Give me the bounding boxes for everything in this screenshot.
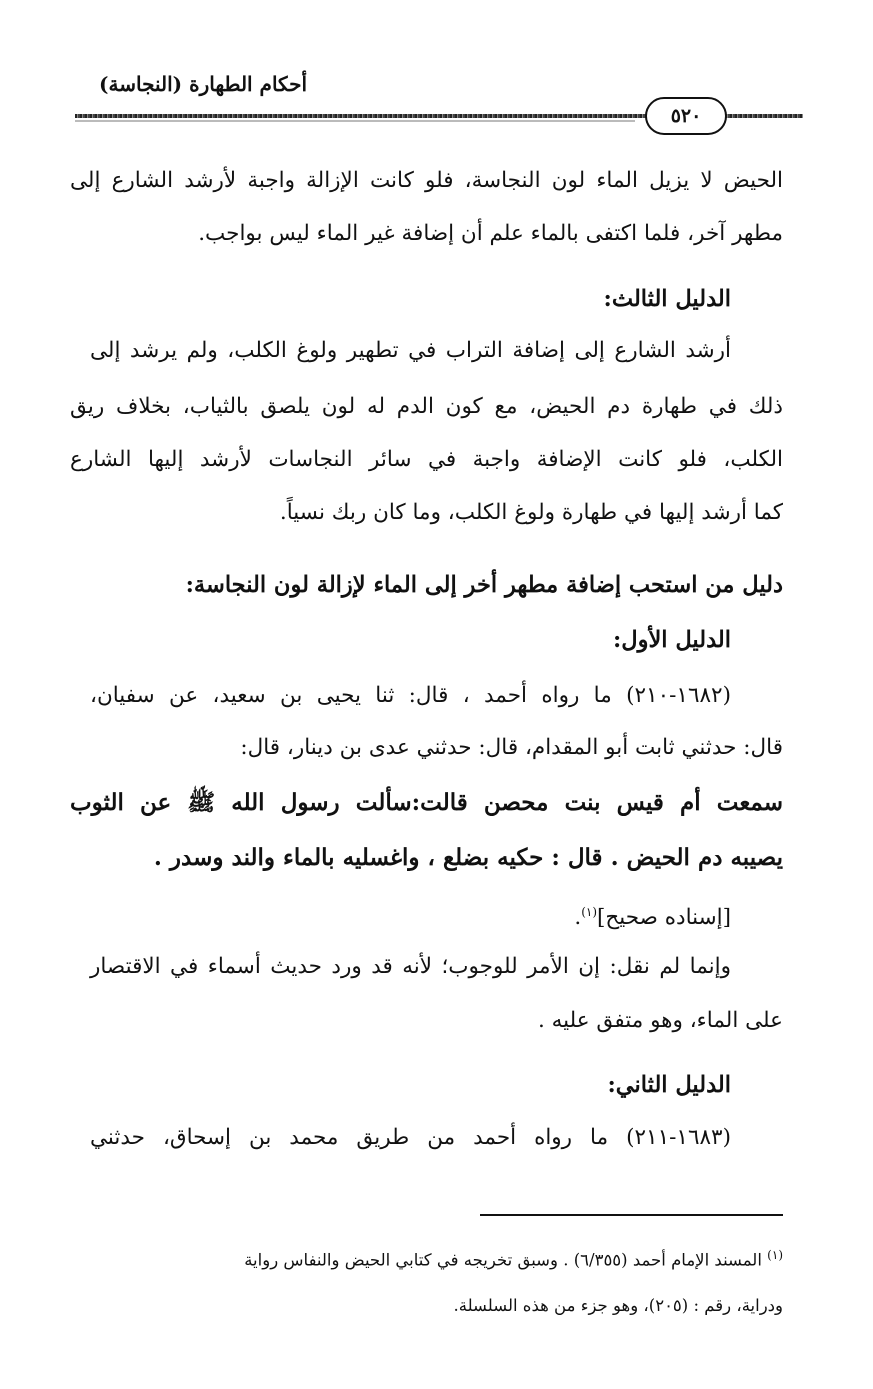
paragraph-line: على الماء، وهو متفق عليه .: [537, 1008, 783, 1033]
section-heading: الدليل الثاني:: [607, 1072, 731, 1098]
paragraph-line: (١٦٨٣-٢١١) ما رواه أحمد من طريق محمد بن إسحاق، حدثني: [90, 1125, 731, 1150]
paragraph-line: أرشد الشارع إلى إضافة التراب في تطهير ولوغ الكلب، ولم يرشد إلى: [90, 338, 731, 363]
paragraph-line: وإنما لم نقل: إن الأمر للوجوب؛ لأنه قد ورد حديث أسماء في الاقتصار: [90, 954, 731, 979]
footnote-separator: [480, 1214, 783, 1216]
footnote-line: [70, 1240, 783, 1276]
section-heading: الدليل الثالث:: [603, 286, 731, 312]
section-heading: دليل من استحب إضافة مطهر أخر إلى الماء لإزالة لون النجاسة:: [185, 572, 783, 598]
footnote-marker: (١): [767, 1248, 783, 1262]
paragraph-line: الكلب، فلو كانت الإضافة واجبة في سائر النجاسات لأرشد إليها الشارع: [70, 447, 783, 472]
page-number-badge: ٥٢٠: [645, 97, 727, 135]
section-heading: الدليل الأول:: [612, 627, 731, 653]
isnad-grade-text: [إسناده صحيح]: [597, 905, 731, 931]
paragraph-line: قال: حدثني ثابت أبو المقدام، قال: حدثني عدى بن دينار، قال:: [240, 735, 783, 760]
hadith-text-line: سمعت أم قيس بنت محصن قالت:سألت رسول الله ﷺ عن الثوب: [70, 789, 783, 816]
paragraph-line: كما أرشد إليها في طهارة ولوغ الكلب، وما كان ربك نسياً.: [279, 500, 783, 525]
footnote-line: ودراية، رقم : (٢٠٥)، وهو جزء من هذه السلسلة.: [453, 1296, 783, 1315]
header-rule-secondary: [75, 120, 635, 122]
paragraph-line: ذلك في طهارة دم الحيض، مع كون الدم له لون يلصق بالثياب، بخلاف ريق: [70, 394, 783, 419]
footnote-ref: (١): [581, 905, 598, 919]
paragraph-line: (١٦٨٢-٢١٠) ما رواه أحمد ، قال: ثنا يحيى بن سعيد، عن سفيان،: [90, 683, 731, 708]
footnote-text: المسند الإمام أحمد (٦/٣٥٥) . وسبق تخريجه في كتابي الحيض والنفاس رواية: [244, 1250, 762, 1270]
paragraph-line: الحيض لا يزيل الماء لون النجاسة، فلو كانت الإزالة واجبة لأرشد الشارع إلى: [70, 168, 783, 193]
running-header-title: أحكام الطهارة (النجاسة): [99, 72, 307, 96]
isnad-grade: [إسناده صحيح]$^{(١)}$.: [574, 905, 731, 931]
paragraph-line: مطهر آخر، فلما اكتفى بالماء علم أن إضافة غير الماء ليس بواجب.: [198, 221, 783, 246]
hadith-text-line: يصيبه دم الحيض . قال : حكيه بضلع ، واغسليه بالماء والند وسدر .: [153, 844, 783, 871]
